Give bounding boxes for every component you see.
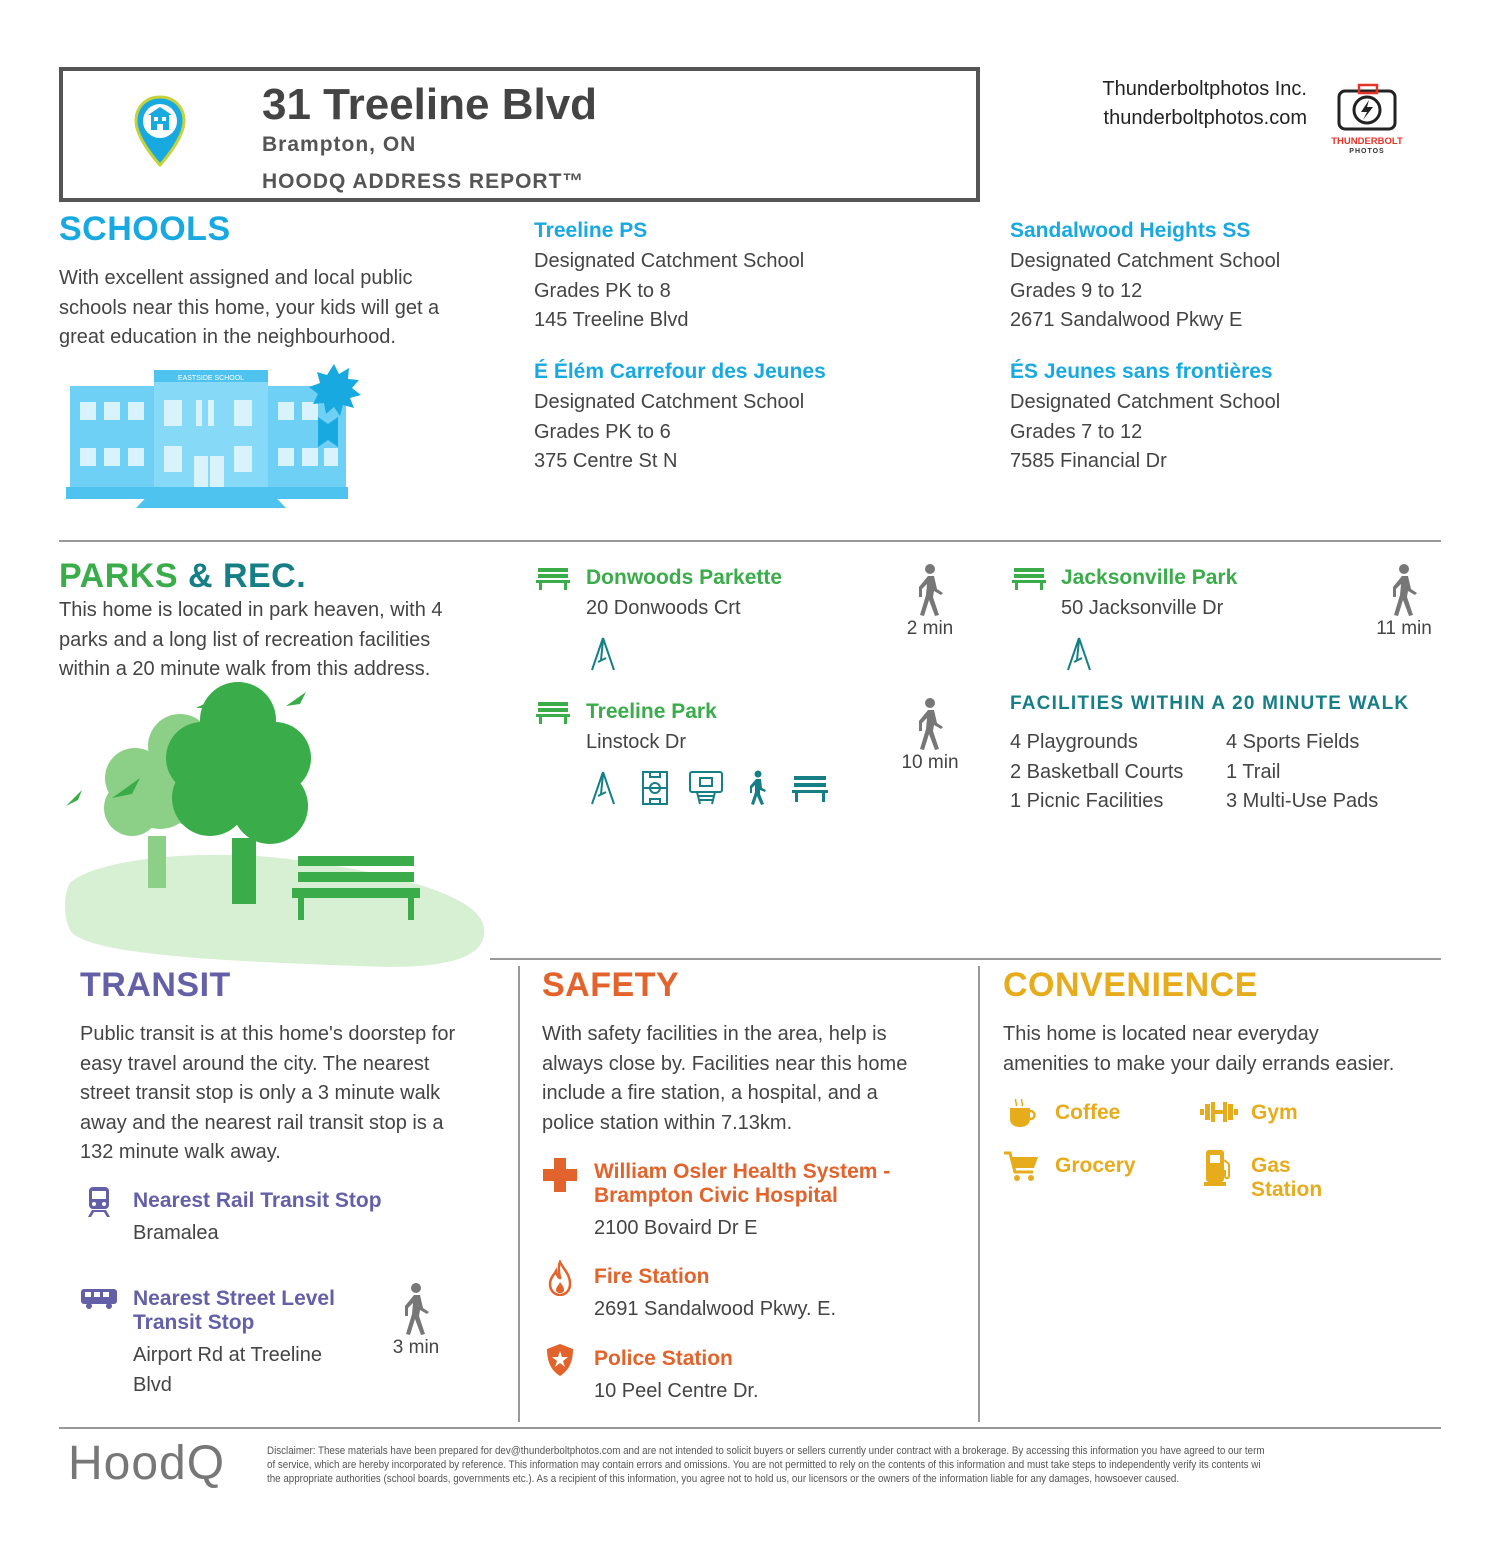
safety-title: SAFETY (542, 966, 680, 1004)
thunderbolt-logo (1325, 82, 1409, 156)
safety-intro-line: include a fire station, a hospital, and a (542, 1082, 878, 1104)
divider (59, 540, 1441, 542)
convenience-intro-line: amenities to make your daily errands easier. (1003, 1052, 1395, 1075)
safety-intro-line: police station within 7.13km. (542, 1111, 793, 1134)
hiking-trail-icon (746, 770, 770, 806)
hospital-card (594, 1160, 890, 1244)
school-type: Designated Catchment School (1010, 391, 1281, 413)
parks-intro-line: This home is located in park heaven, with 4 (59, 599, 443, 621)
fire-icon (548, 1260, 572, 1296)
facility-list (1226, 728, 1378, 817)
disclaimer-line: Disclaimer: These materials have been prepared for dev@thunderboltphotos.com and are not intended to solicit buyers or sellers currently under contract with a brokerage. By accessing this information you have agreed to our term (267, 1445, 1265, 1457)
school-grades: Grades PK to 8 (534, 279, 671, 302)
facility-item: 1 Picnic Facilities (1010, 790, 1164, 812)
logo-subtext: PHOTOS (1349, 148, 1385, 155)
facility-item: 3 Multi-Use Pads (1226, 790, 1379, 812)
basketball-icon (688, 770, 724, 806)
fire-station-address: 2691 Sandalwood Pkwy. E. (594, 1298, 837, 1320)
street-stop-label[interactable]: Transit Stop (133, 1311, 255, 1334)
gas-pump-icon (1204, 1148, 1232, 1186)
facilities-title: FACILITIES WITHIN A 20 MINUTE WALK (1010, 693, 1410, 714)
hospital-name[interactable]: William Osler Health System - (594, 1160, 891, 1183)
school-address: 2671 Sandalwood Pkwy E (1010, 309, 1243, 331)
school-card (1010, 360, 1280, 477)
school-grades: Grades 7 to 12 (1010, 420, 1143, 443)
parks-title-a: PARKS (59, 557, 178, 595)
school-type: Designated Catchment School (534, 391, 805, 413)
gas-station-label[interactable]: Gas (1251, 1154, 1291, 1177)
school-grades: Grades 9 to 12 (1010, 279, 1143, 302)
playground-icon (1064, 636, 1094, 672)
school-card (1010, 219, 1280, 336)
street-stop-card (133, 1287, 335, 1400)
street-stop-name: Blvd (133, 1373, 172, 1396)
park-illustration (60, 678, 490, 970)
playground-icon (588, 636, 618, 672)
school-building-illustration (66, 362, 370, 508)
walk-time: 2 min (906, 618, 954, 639)
schools-title: SCHOOLS (59, 210, 231, 248)
transit-intro-line: Public transit is at this home's doorstep for (80, 1023, 456, 1045)
shopping-cart-icon (1003, 1150, 1039, 1182)
bench-icon (1012, 566, 1046, 590)
school-card (534, 219, 804, 336)
convenience-title: CONVENIENCE (1003, 966, 1258, 1004)
rail-stop-label[interactable]: Nearest Rail Transit Stop (133, 1189, 382, 1212)
transit-intro-line: street transit stop is only a 3 minute walk (80, 1082, 441, 1104)
police-station-address: 10 Peel Centre Dr. (594, 1380, 759, 1402)
police-badge-icon (546, 1343, 574, 1377)
street-stop-label[interactable]: Nearest Street Level (133, 1287, 335, 1310)
parks-title (59, 557, 306, 596)
schools-intro-line: With excellent assigned and local public (59, 267, 413, 289)
safety-intro (542, 1020, 907, 1138)
school-name[interactable]: Sandalwood Heights SS (1010, 219, 1251, 242)
school-name[interactable]: É Élém Carrefour des Jeunes (534, 360, 826, 383)
park-name[interactable]: Treeline Park (586, 700, 717, 723)
facility-item: 1 Trail (1226, 760, 1281, 783)
bus-icon (80, 1288, 118, 1310)
logo-text: THUNDERBOLT (1331, 136, 1403, 147)
walk-time: 11 min (1376, 618, 1432, 639)
schools-intro (59, 264, 439, 353)
school-address: 145 Treeline Blvd (534, 309, 689, 331)
school-type: Designated Catchment School (1010, 250, 1281, 272)
gym-label[interactable]: Gym (1251, 1101, 1298, 1124)
hospital-name[interactable]: Brampton Civic Hospital (594, 1184, 838, 1207)
bench-icon (536, 700, 570, 724)
parks-title-b: & REC. (187, 557, 307, 595)
park-card (586, 566, 782, 624)
walk-time: 10 min (901, 752, 959, 773)
transit-intro-line: easy travel around the city. The nearest (80, 1052, 430, 1075)
parks-intro-line: within a 20 minute walk from this address. (59, 658, 431, 680)
column-divider (518, 966, 520, 1422)
sports-field-icon (640, 770, 670, 806)
park-name[interactable]: Donwoods Parkette (586, 566, 783, 589)
address-title: 31 Treeline Blvd (262, 80, 598, 129)
disclaimer-clip (1441, 1430, 1500, 1500)
park-card (586, 700, 717, 758)
gym-dumbbell-icon (1200, 1100, 1238, 1124)
rail-stop-card (133, 1189, 382, 1249)
report-label: HOODQ ADDRESS REPORT™ (262, 170, 585, 193)
brand-name: Thunderboltphotos Inc. (1102, 78, 1307, 100)
park-address: Linstock Dr (586, 731, 687, 753)
camera-icon (1325, 82, 1409, 132)
school-address: 375 Centre St N (534, 450, 678, 472)
transit-intro (80, 1020, 455, 1168)
walking-person-icon (912, 697, 948, 751)
hospital-address: 2100 Bovaird Dr E (594, 1217, 758, 1239)
walk-time: 3 min (392, 1337, 440, 1358)
park-name[interactable]: Jacksonville Park (1061, 566, 1238, 589)
school-grades: Grades PK to 6 (534, 420, 671, 443)
schools-intro-line: great education in the neighbourhood. (59, 326, 396, 348)
gas-station-card (1251, 1154, 1322, 1202)
bench-icon (536, 566, 570, 590)
school-card (534, 360, 826, 477)
police-station-label[interactable]: Police Station (594, 1347, 733, 1370)
fire-station-card (594, 1265, 836, 1325)
park-address: 20 Donwoods Crt (586, 597, 741, 619)
facility-list (1010, 728, 1183, 817)
location-pin-icon (134, 95, 186, 167)
convenience-intro-line: This home is located near everyday (1003, 1023, 1319, 1045)
column-divider (978, 966, 980, 1422)
walking-person-icon (912, 563, 948, 617)
school-address: 7585 Financial Dr (1010, 450, 1167, 472)
disclaimer (267, 1444, 1442, 1486)
disclaimer-line: the appropriate authorities (school boards, governments etc.). As a recipient of this information, you agree not to hold us, our licensors or the owners of the information liable for any damages, howsoever caused. (267, 1473, 1180, 1485)
parks-intro (59, 596, 443, 685)
safety-intro-line: With safety facilities in the area, help is (542, 1023, 887, 1045)
hoodq-logo: HoodQ (68, 1437, 226, 1490)
facility-item: 4 Sports Fields (1226, 731, 1360, 753)
park-address: 50 Jacksonville Dr (1061, 597, 1224, 619)
coffee-label[interactable]: Coffee (1055, 1101, 1121, 1124)
train-icon (86, 1186, 112, 1218)
brand-website[interactable]: thunderboltphotos.com (1103, 107, 1307, 129)
police-station-card (594, 1347, 759, 1407)
schools-intro-line: schools near this home, your kids will get a (59, 296, 440, 319)
transit-title: TRANSIT (80, 966, 231, 1004)
safety-intro-line: always close by. Facilities near this home (542, 1052, 908, 1075)
transit-intro-line: 132 minute walk away. (80, 1141, 281, 1163)
facility-item: 4 Playgrounds (1010, 731, 1138, 753)
coffee-icon (1006, 1097, 1038, 1129)
fire-station-label[interactable]: Fire Station (594, 1265, 710, 1288)
rail-stop-name: Bramalea (133, 1222, 219, 1244)
divider (490, 958, 1441, 960)
disclaimer-line: of service, which are hereby incorporated by reference. This information may contain errors and omissions. You are not permitted to rely on the contents of this information and must take steps to independently verify its contents wi (267, 1459, 1261, 1471)
walking-person-icon (398, 1282, 434, 1336)
divider (59, 1427, 1441, 1429)
facility-item: 2 Basketball Courts (1010, 760, 1184, 783)
school-sign: EASTSIDE SCHOOL (177, 375, 245, 382)
school-type: Designated Catchment School (534, 250, 805, 272)
picnic-table-icon (792, 774, 828, 802)
school-name[interactable]: ÉS Jeunes sans frontières (1010, 360, 1273, 383)
grocery-label[interactable]: Grocery (1055, 1154, 1136, 1177)
brand-info (1102, 75, 1307, 133)
park-card (1061, 566, 1237, 624)
gas-station-label[interactable]: Station (1251, 1178, 1323, 1201)
walking-person-icon (1386, 563, 1422, 617)
school-name[interactable]: Treeline PS (534, 219, 648, 242)
playground-icon (588, 770, 618, 806)
street-stop-name: Airport Rd at Treeline (133, 1344, 322, 1366)
transit-intro-line: away and the nearest rail transit stop is a (80, 1111, 444, 1134)
address-city: Brampton, ON (262, 133, 417, 156)
convenience-intro (1003, 1020, 1394, 1079)
parks-intro-line: parks and a long list of recreation facilities (59, 628, 431, 651)
hospital-cross-icon (542, 1157, 578, 1193)
